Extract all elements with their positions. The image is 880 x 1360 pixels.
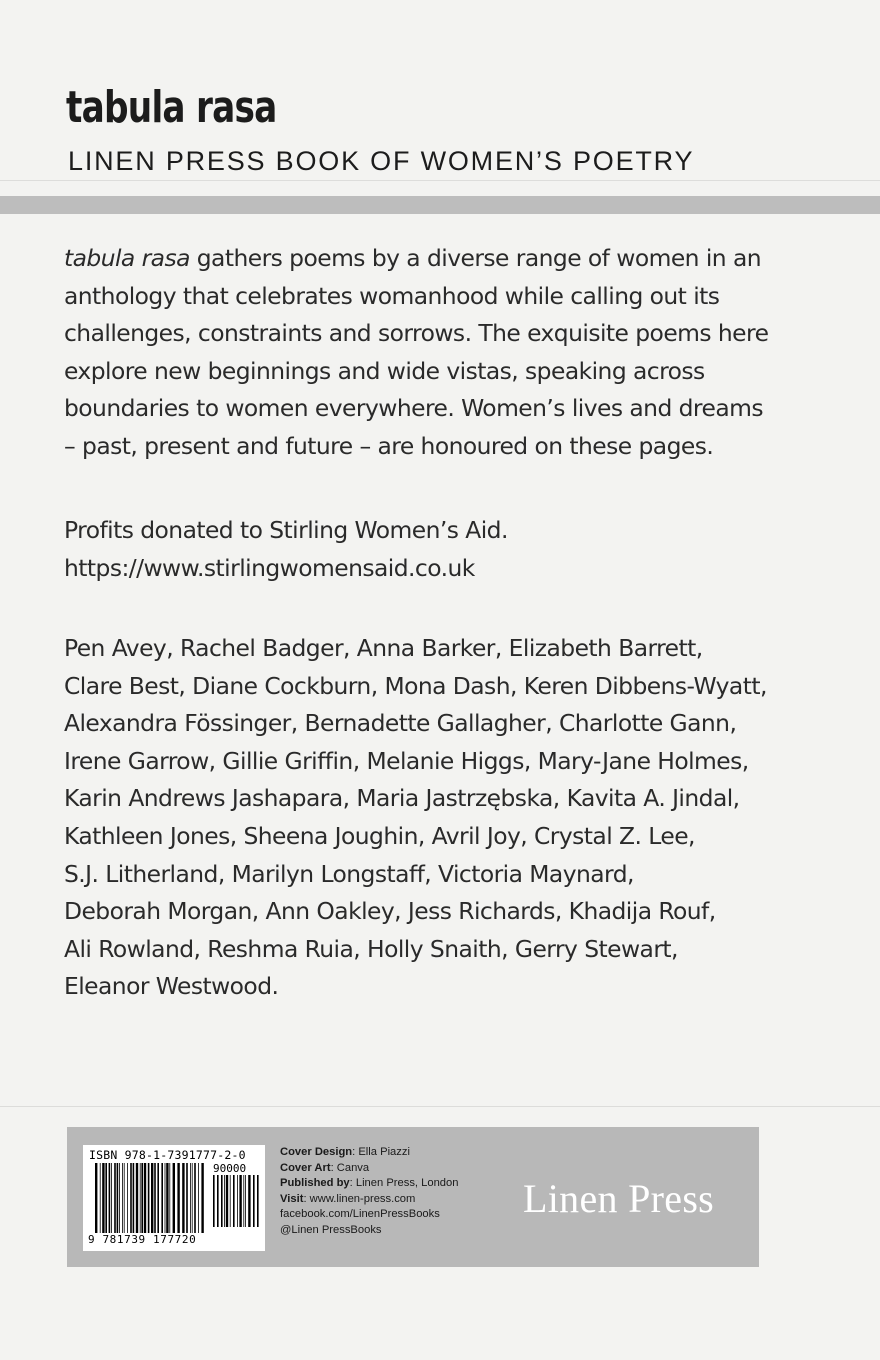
blurb-line: boundaries to women everywhere. Women’s lives and dreams [64,394,763,423]
contributors-line: Clare Best, Diane Cockburn, Mona Dash, Keren Dibbens-Wyatt, [64,671,767,700]
ean-digits: 9 781739 177720 [88,1233,197,1246]
barcode-bar [154,1163,156,1233]
donation-note [64,512,824,587]
barcode-bar [117,1163,119,1233]
footer-divider [0,1106,880,1107]
barcode-bar [124,1163,125,1233]
blurb-line: explore new beginnings and wide vistas, speaking across [64,356,705,385]
barcode-addon-digits: 90000 [213,1162,247,1175]
isbn-number: ISBN 978-1-7391777-2-0 [89,1148,246,1162]
barcode-bar [111,1163,112,1233]
barcode-bar [161,1163,163,1233]
barcode-bar [144,1163,146,1233]
blurb-line: challenges, constraints and sorrows. The exquisite poems here [64,319,769,348]
publisher-logo: Linen Press [523,1176,715,1221]
contributors-line: Irene Garrow, Gillie Griffin, Melanie Higgs, Mary-Jane Holmes, [64,746,749,775]
barcode-bar [186,1163,188,1233]
barcode-bar [165,1163,166,1233]
blurb-line1-rest: gathers poems by a diverse range of women in an [189,244,761,272]
blurb-title-italic: tabula rasa [64,244,190,272]
barcode-bar [127,1163,128,1233]
barcode-bar [182,1163,184,1233]
donation-url: https://www.stirlingwomensaid.co.uk [64,553,475,582]
barcode-bar [239,1175,241,1227]
credit-value: : www.linen-press.com [303,1192,416,1205]
barcode-bar [226,1175,228,1227]
barcode-bar [221,1175,223,1227]
barcode-bar [166,1163,168,1233]
barcode-bar [201,1163,203,1233]
barcode-bar [114,1163,116,1233]
isbn-barcode [83,1145,265,1251]
credit-cover-design [280,1145,458,1161]
credit-social: @Linen PressBooks [280,1223,382,1236]
donation-line: Profits donated to Stirling Women’s Aid. [64,516,508,544]
barcode-bar [169,1163,170,1233]
barcode-bar [141,1163,143,1233]
barcode-bar [122,1163,123,1233]
barcode-bar [192,1163,193,1233]
barcode-bar [257,1175,259,1227]
contributors-line: Karin Andrews Jashapara, Maria Jastrzębska, Kavita A. Jindal, [64,784,740,813]
contributors-line: Eleanor Westwood. [64,972,279,1001]
credit-value: : Linen Press, London [349,1177,459,1190]
contributors-line: Pen Avey, Rachel Badger, Anna Barker, Elizabeth Barrett, [64,634,703,662]
barcode-bar [253,1175,255,1227]
credit-facebook: facebook.com/LinenPressBooks [280,1208,440,1221]
barcode-bar [243,1175,244,1227]
barcode-bar [217,1175,219,1227]
credit-value: : Ella Piazzi [352,1146,410,1158]
barcode-bar [119,1163,120,1233]
barcode-bar [245,1175,246,1227]
credit-label: Published by [280,1177,350,1190]
contributors-line: Alexandra Fössinger, Bernadette Gallagher, Charlotte Gann, [64,709,737,738]
blurb-line [64,240,824,278]
barcode-bars-icon [95,1163,205,1233]
credit-label: Visit [280,1192,304,1205]
barcode-bar [194,1163,196,1233]
barcode-bar [109,1163,111,1233]
barcode-bar [237,1175,238,1227]
barcode-bar [233,1175,235,1227]
barcode-bar [136,1163,138,1233]
header-band [0,196,880,214]
contributors-list [64,630,824,1006]
barcode-bar [133,1163,135,1233]
barcode-bar [190,1163,191,1233]
credit-website [280,1192,458,1208]
barcode-bar [230,1175,231,1227]
barcode-bar [157,1163,159,1233]
contributors-line: Ali Rowland, Reshma Ruia, Holly Snaith, Gerry Stewart, [64,934,678,963]
credit-value: : Canva [330,1161,370,1174]
contributors-line: Kathleen Jones, Sheena Joughin, Avril Joy, Crystal Z. Lee, [64,821,695,850]
barcode-bar [100,1163,101,1233]
colophon-credits [280,1145,458,1239]
contributors-line: S.J. Litherland, Marilyn Longstaff, Victoria Maynard, [64,859,634,888]
credit-label: Cover Design [280,1146,353,1158]
blurb-line: anthology that celebrates womanhood while calling out its [64,281,720,310]
credit-label: Cover Art [280,1161,331,1174]
barcode-bar [248,1175,250,1227]
barcode-bar [130,1163,132,1233]
barcode-addon-bars-icon [213,1175,259,1227]
barcode-bar [213,1175,215,1227]
barcode-bar [95,1163,97,1233]
cover-header [0,0,880,180]
book-title: tabula rasa [66,82,277,133]
book-subtitle: LINEN PRESS BOOK OF WOMEN’S POETRY [68,146,695,176]
barcode-bar [224,1175,225,1227]
barcode-bar [151,1163,153,1233]
header-divider [0,180,880,181]
barcode-bar [198,1163,199,1233]
barcode-bar [140,1163,141,1233]
barcode-bar [148,1163,150,1233]
contributors-line: Deborah Morgan, Ann Oakley, Jess Richards, Khadija Rouf, [64,897,716,926]
footer-panel [67,1127,759,1267]
credit-cover-art [280,1161,458,1177]
barcode-bar [177,1163,179,1233]
blurb-line: – past, present and future – are honoured on these pages. [64,431,714,460]
barcode-bar [105,1163,107,1233]
barcode-bar [102,1163,104,1233]
barcode-bar [173,1163,175,1233]
blurb-paragraph [64,240,824,466]
credit-publisher [280,1176,458,1192]
